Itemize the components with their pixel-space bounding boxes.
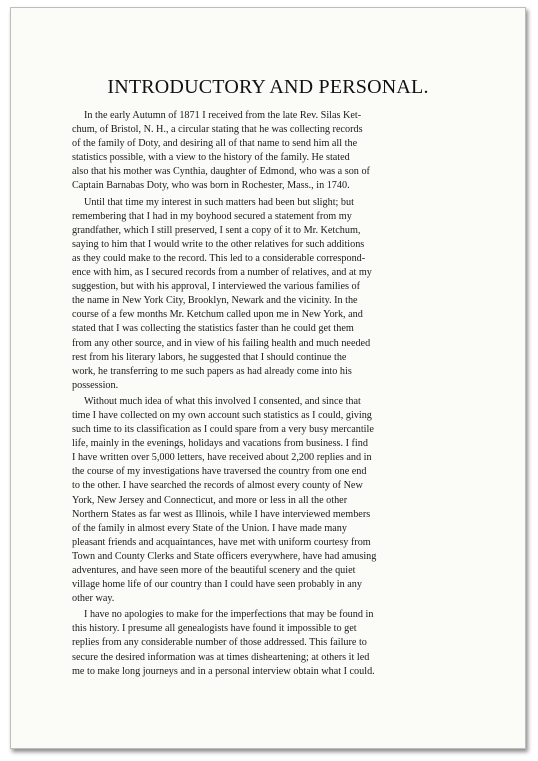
text-line: Town and County Clerks and State officers everywhere, have had amusing <box>72 550 377 562</box>
paragraph <box>72 395 469 606</box>
chapter-title: INTRODUCTORY AND PERSONAL. <box>107 76 429 98</box>
book-page <box>10 7 526 749</box>
page-body-text <box>72 109 469 679</box>
text-line: Without much idea of what this involved I consented, and since that <box>84 395 361 407</box>
text-line: adventures, and have seen more of the beautiful scenery and the quiet <box>72 565 356 576</box>
text-line: of the family of Doty, and desiring all of that name to send him all the <box>72 138 358 150</box>
text-line: life, mainly in the evenings, holidays and vacations from business. I find <box>72 438 368 450</box>
text-line: Captain Barnabas Doty, who was born in Rochester, Mass., in 1740. <box>72 180 350 192</box>
text-line: ence with him, as I secured records from a number of relatives, and at my <box>72 267 372 279</box>
text-line: of the family in almost every State of the Union. I have made many <box>72 522 347 534</box>
text-line: course of a few months Mr. Ketchum called upon me in New York, and <box>72 309 363 321</box>
text-line: from any other source, and in view of his failing health and much needed <box>72 337 371 349</box>
text-line: I have no apologies to make for the imperfections that may be found in <box>84 609 374 621</box>
text-line: saying to him that I would write to the other relatives for such additions <box>72 238 365 250</box>
text-line: secure the desired information was at times disheartening; at others it led <box>72 651 370 663</box>
text-line: this history. I presume all genealogists have found it impossible to get <box>72 623 357 635</box>
text-line: work, he transferring to me such papers as had already come into his <box>72 365 352 377</box>
paragraph <box>72 109 469 194</box>
text-line: In the early Autumn of 1871 I received from the late Rev. Silas Ket- <box>84 110 362 121</box>
paragraph <box>72 608 469 678</box>
text-line: also that his mother was Cynthia, daughter of Edmond, who was a son of <box>72 166 370 178</box>
text-line: I have written over 5,000 letters, have received about 2,200 replies and in <box>72 452 372 464</box>
text-line: suggestion, but with his approval, I interviewed the various families of <box>72 281 361 293</box>
text-line: other way. <box>72 593 115 605</box>
text-line: stated that I was collecting the statistics faster than he could get them <box>72 323 354 335</box>
text-line: chum, of Bristol, N. H., a circular stating that he was collecting records <box>72 124 363 136</box>
text-line: statistics possible, with a view to the history of the family. He stated <box>72 152 350 164</box>
text-line: possession. <box>72 379 119 391</box>
text-line: the name in New York City, Brooklyn, Newark and the vicinity. In the <box>72 295 358 307</box>
text-line: such time to its classification as I could spare from a very busy mercantile <box>72 424 374 436</box>
text-line: the course of my investigations have traversed the country from one end <box>72 466 367 478</box>
text-line: York, New Jersey and Connecticut, and more or less in all the other <box>72 494 348 506</box>
text-line: remembering that I had in my boyhood secured a statement from my <box>72 210 352 222</box>
text-line: grandfather, which I still preserved, I sent a copy of it to Mr. Ketchum, <box>72 224 361 236</box>
text-line: pleasant friends and acquaintances, have met with uniform courtesy from <box>72 536 371 548</box>
text-line: Northern States as far west as Illinois, while I have interviewed members <box>72 508 371 520</box>
text-line: rest from his literary labors, he suggested that I should continue the <box>72 351 347 363</box>
text-line: to the other. I have searched the records of almost every county of New <box>72 480 363 492</box>
text-line: time I have collected on my own account such statistics as I could, giving <box>72 409 372 421</box>
paragraph <box>72 196 469 393</box>
text-line: me to make long journeys and in a personal interview obtain what I could. <box>72 665 375 677</box>
text-line: as they could make to the record. This led to a considerable correspond- <box>72 252 366 264</box>
text-line: Until that time my interest in such matters had been but slight; but <box>84 196 354 208</box>
text-line: replies from any considerable number of those addressed. This failure to <box>72 637 367 649</box>
text-line: village home life of our country than I could have seen probably in any <box>72 579 362 591</box>
